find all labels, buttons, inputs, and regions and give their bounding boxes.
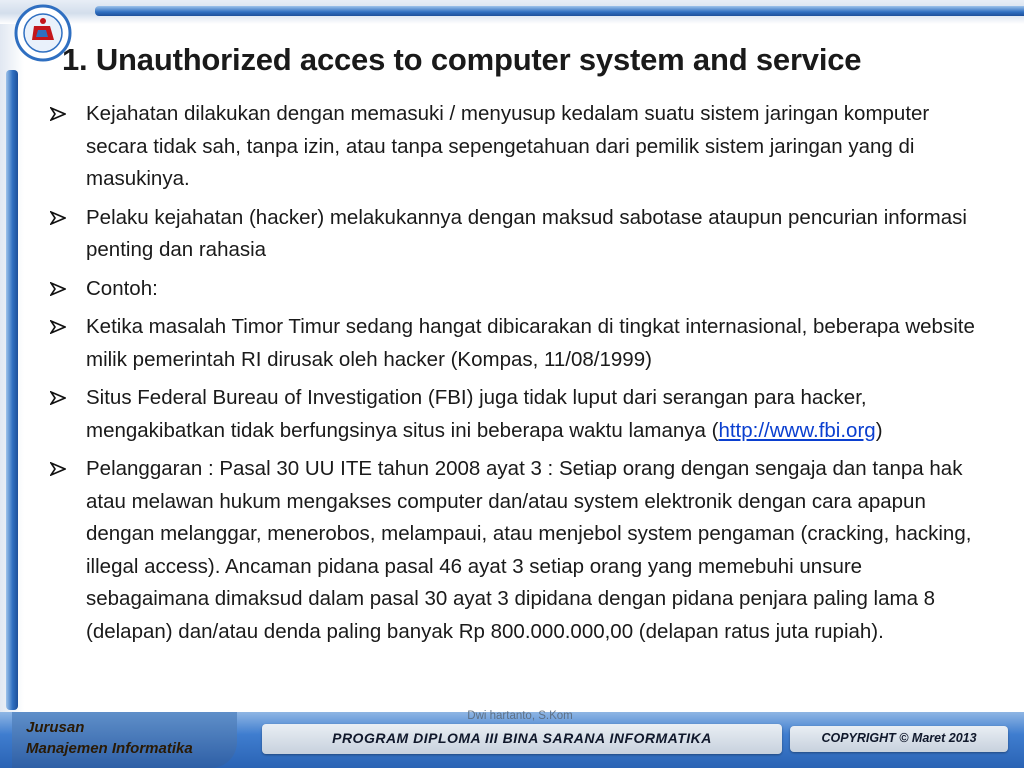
footer-department-line1: Jurusan bbox=[26, 719, 85, 736]
bullet-text: Contoh: bbox=[86, 276, 158, 300]
footer-copyright-text: COPYRIGHT © Maret 2013 bbox=[821, 731, 977, 745]
top-blue-stripe bbox=[95, 6, 1024, 16]
bullet-item bbox=[50, 311, 985, 376]
arrow-bullet-icon bbox=[50, 462, 66, 476]
footer-program-text: PROGRAM DIPLOMA III BINA SARANA INFORMATIKA bbox=[332, 730, 712, 746]
bullet-text-before-link: Situs Federal Bureau of Investigation (FBI) juga tidak luput dari serangan para hacker, mengakibatkan tidak berfungsinya situs ini beberapa waktu lamanya ( bbox=[86, 386, 867, 442]
bullet-text: Kejahatan dilakukan dengan memasuki / menyusup kedalam suatu sistem jaringan komputer secara tidak sah, tanpa izin, atau tanpa sepengetahuan dari pemilik sistem jaringan yang di masukinya. bbox=[86, 102, 930, 190]
bullet-text: Pelanggaran : Pasal 30 UU ITE tahun 2008 ayat 3 : Setiap orang dengan sengaja dan tanpa hak atau melawan hukum mengakses computer dan/atau system elektronik dengan cara apapun dengan melanggar, menerobos, melampaui, atau menjebol system pengaman (cracking, hacking, illegal access). Ancaman pidana pasal 46 ayat 3 setiap orang yang memebuhi unsure sebagaimana dimaksud dalam pasal 30 ayat 3 dipidana dengan pidana penjara paling lama 8 (delapan) dan/atau denda paling banyak Rp 800.000.000,00 (delapan ratus juta rupiah). bbox=[86, 457, 972, 643]
arrow-bullet-icon bbox=[50, 391, 66, 405]
bullet-item bbox=[50, 453, 985, 648]
arrow-bullet-icon bbox=[50, 107, 66, 121]
bullet-text: Ketika masalah Timor Timur sedang hangat dibicarakan di tingkat internasional, beberapa website milik pemerintah RI dirusak oleh hacker (Kompas, 11/08/1999) bbox=[86, 315, 975, 371]
footer-department-line2: Manajemen Informatika bbox=[26, 740, 193, 757]
bullet-item bbox=[50, 382, 985, 447]
footer-author: Dwi hartanto, S.Kom bbox=[467, 710, 573, 722]
slide-title: 1. Unauthorized acces to computer system and service bbox=[62, 42, 862, 77]
bullet-item bbox=[50, 98, 985, 196]
bullet-text-after-link: ) bbox=[875, 418, 883, 442]
arrow-bullet-icon bbox=[50, 282, 66, 296]
bullet-item bbox=[50, 273, 985, 306]
bullet-list bbox=[50, 98, 985, 654]
fbi-link[interactable]: http://www.fbi.org bbox=[718, 418, 876, 442]
bullet-item bbox=[50, 202, 985, 267]
footer-department-text bbox=[26, 717, 193, 759]
footer-bar bbox=[0, 712, 1024, 768]
bullet-text: Pelaku kejahatan (hacker) melakukannya dengan maksud sabotase ataupun pencurian informasi penting dan rahasia bbox=[86, 205, 967, 261]
footer-copyright-panel bbox=[790, 726, 1008, 752]
footer-program-panel bbox=[262, 724, 782, 754]
footer-department-panel bbox=[12, 712, 237, 768]
arrow-bullet-icon bbox=[50, 320, 66, 334]
left-blue-stripe bbox=[6, 70, 18, 710]
arrow-bullet-icon bbox=[50, 211, 66, 225]
